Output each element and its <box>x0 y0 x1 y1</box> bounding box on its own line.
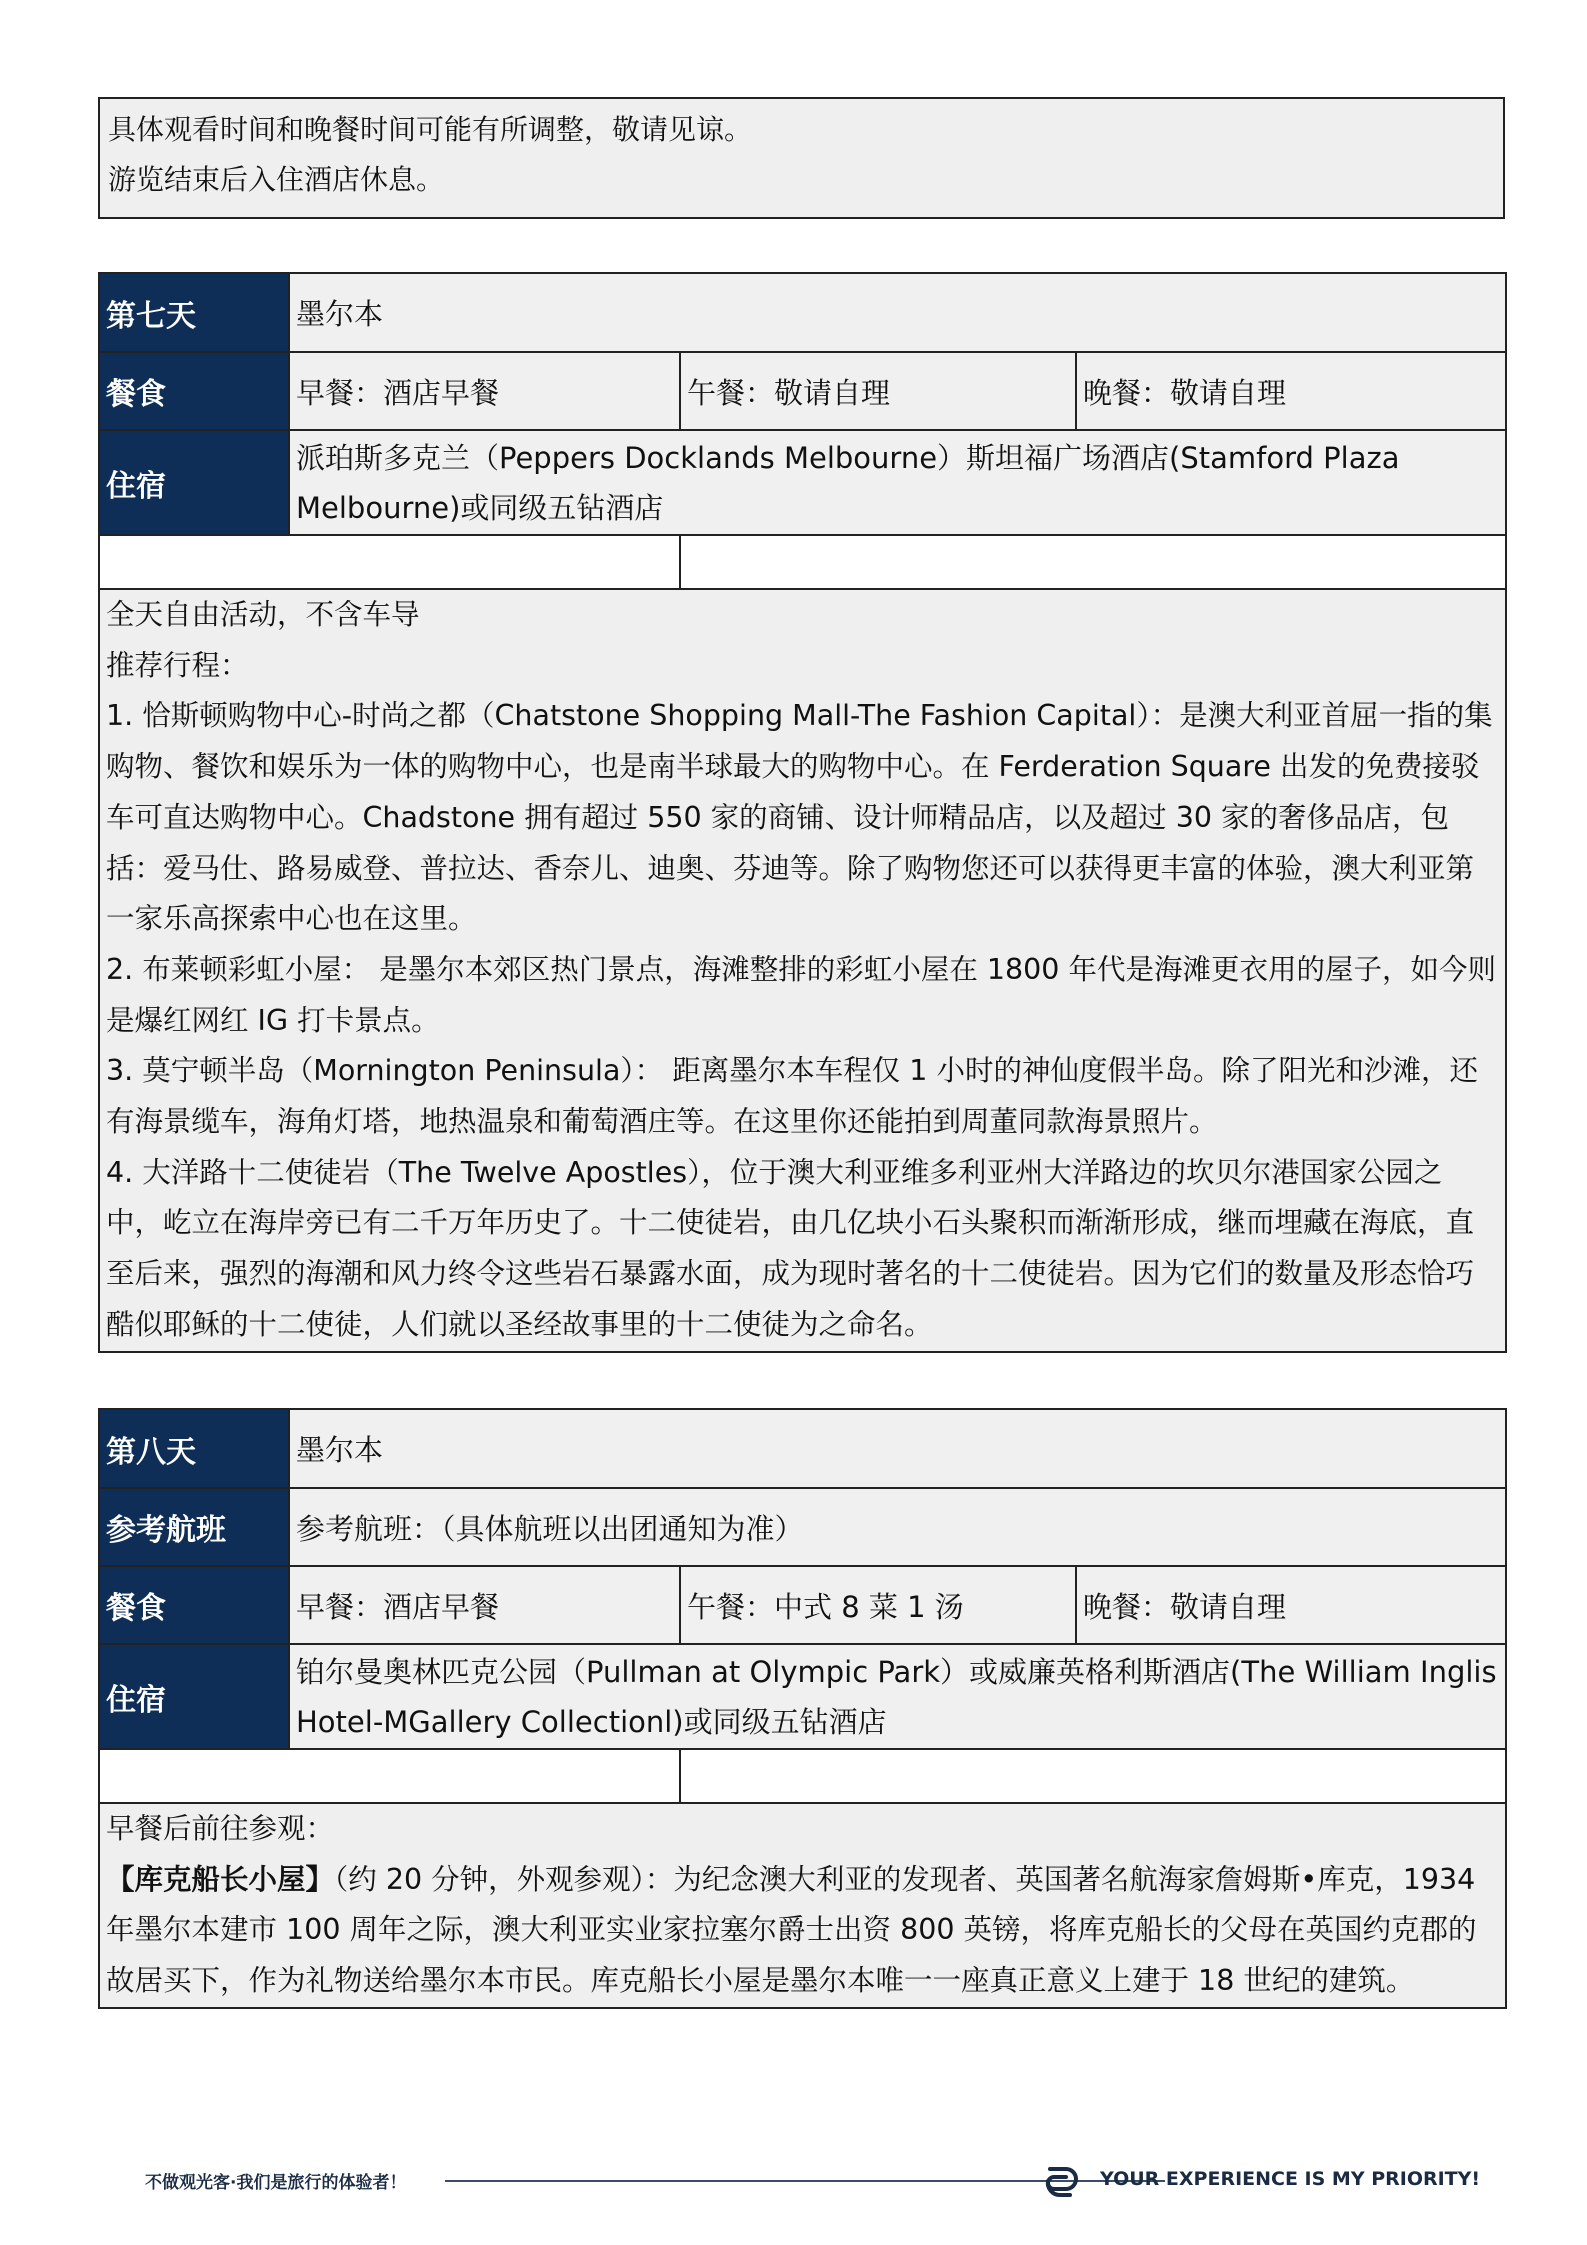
day7-table <box>98 272 1507 1353</box>
day7-para-1: 推荐行程： <box>106 648 249 682</box>
day7-meals-label: 餐食 <box>99 352 289 430</box>
day8-dinner: 晚餐：敬请自理 <box>1076 1566 1506 1644</box>
day8-description <box>99 1803 1506 2008</box>
day7-spacer-left <box>99 535 680 589</box>
day7-hotel: 派珀斯多克兰（Peppers Docklands Melbourne）斯坦福广场酒店(Stamford Plaza Melbourne)或同级五钻酒店 <box>289 430 1506 535</box>
top-note-line-1: 具体观看时间和晚餐时间可能有所调整，敬请见谅。 <box>108 113 753 146</box>
day8-spacer-right <box>680 1749 1506 1803</box>
day7-spacer-right <box>680 535 1506 589</box>
day8-label: 第八天 <box>99 1409 289 1488</box>
top-note <box>98 97 1505 219</box>
day7-para-2: 1. 恰斯顿购物中心-时尚之都（Chatstone Shopping Mall-The Fashion Capital）：是澳大利亚首屈一指的集购物、餐饮和娱乐为一体的购物中心，也是南半球最大的购物中心。在 Ferderation Square 出发的免费接驳车可直达购物中心。Chadstone 拥有超过 550 家的商铺、设计师精品店，以及超过 30 家的奢侈品店，包括：爱马仕、路易威登、普拉达、香奈儿、迪奥、芬迪等。除了购物您还可以获得更丰富的体验，澳大利亚第一家乐高探索中心也在这里。 <box>106 699 1493 936</box>
day8-hotel: 铂尔曼奥林匹克公园（Pullman at Olympic Park）或威廉英格利斯酒店(The William Inglis Hotel-MGallery Collectionl)或同级五钻酒店 <box>289 1644 1506 1749</box>
day8-attraction-text: （约 20 分钟，外观参观）：为纪念澳大利亚的发现者、英国著名航海家詹姆斯•库克，1934 年墨尔本建市 100 周年之际，澳大利亚实业家拉塞尔爵士出资 800 英镑，将库克船长的父母在英国约克郡的故居买下，作为礼物送给墨尔本市民。库克船长小屋是墨尔本唯一一座真正意义上建于 18 世纪的建筑。 <box>106 1862 1477 1998</box>
day7-para-0: 全天自由活动，不含车导 <box>106 598 420 631</box>
day7-lunch: 午餐：敬请自理 <box>680 352 1076 430</box>
brand-logo-icon <box>1040 2161 1080 2201</box>
day8-spacer-left <box>99 1749 680 1803</box>
day7-hotel-label: 住宿 <box>99 430 289 535</box>
day7-breakfast: 早餐：酒店早餐 <box>289 352 680 430</box>
day7-city: 墨尔本 <box>289 273 1506 352</box>
day7-para-5: 4. 大洋路十二使徒岩（The Twelve Apostles），位于澳大利亚维多利亚州大洋路边的坎贝尔港国家公园之中，屹立在海岸旁已有二千万年历史了。十二使徒岩，由几亿块小石头聚积而渐渐形成，继而埋藏在海底，直至后来，强烈的海潮和风力终令这些岩石暴露水面，成为现时著名的十二使徒岩。因为它们的数量及形态恰巧酷似耶稣的十二使徒，人们就以圣经故事里的十二使徒为之命名。 <box>106 1155 1475 1341</box>
day8-intro: 早餐后前往参观： <box>106 1812 335 1845</box>
day8-city: 墨尔本 <box>289 1409 1506 1488</box>
day8-attraction-name: 【库克船长小屋】 <box>106 1862 335 1896</box>
day7-para-4: 3. 莫宁顿半岛（Mornington Peninsula）： 距离墨尔本车程仅 1 小时的神仙度假半岛。除了阳光和沙滩，还有海景缆车，海角灯塔，地热温泉和葡萄酒庄等。在这里你还能拍到周董同款海景照片。 <box>106 1054 1478 1139</box>
day8-meals-label: 餐食 <box>99 1566 289 1644</box>
day8-attraction <box>106 1855 1499 2007</box>
footer-tagline: YOUR EXPERIENCE IS MY PRIORITY! <box>1100 2168 1481 2190</box>
day7-label: 第七天 <box>99 273 289 352</box>
day8-hotel-label: 住宿 <box>99 1644 289 1749</box>
day7-description <box>99 589 1506 1352</box>
footer-slogan: 不做观光客·我们是旅行的体验者！ <box>145 2173 407 2193</box>
day8-breakfast: 早餐：酒店早餐 <box>289 1566 680 1644</box>
top-note-line-2: 游览结束后入住酒店休息。 <box>108 163 445 196</box>
day8-flight-label: 参考航班 <box>99 1488 289 1566</box>
day7-dinner: 晚餐：敬请自理 <box>1076 352 1506 430</box>
day8-lunch: 午餐：中式 8 菜 1 汤 <box>680 1566 1076 1644</box>
day8-table <box>98 1408 1507 2009</box>
footer <box>140 2160 1481 2200</box>
day8-flight: 参考航班：（具体航班以出团通知为准） <box>289 1488 1506 1566</box>
day7-para-3: 2. 布莱顿彩虹小屋： 是墨尔本郊区热门景点，海滩整排的彩虹小屋在 1800 年代是海滩更衣用的屋子，如今则是爆红网红 IG 打卡景点。 <box>106 952 1496 1037</box>
